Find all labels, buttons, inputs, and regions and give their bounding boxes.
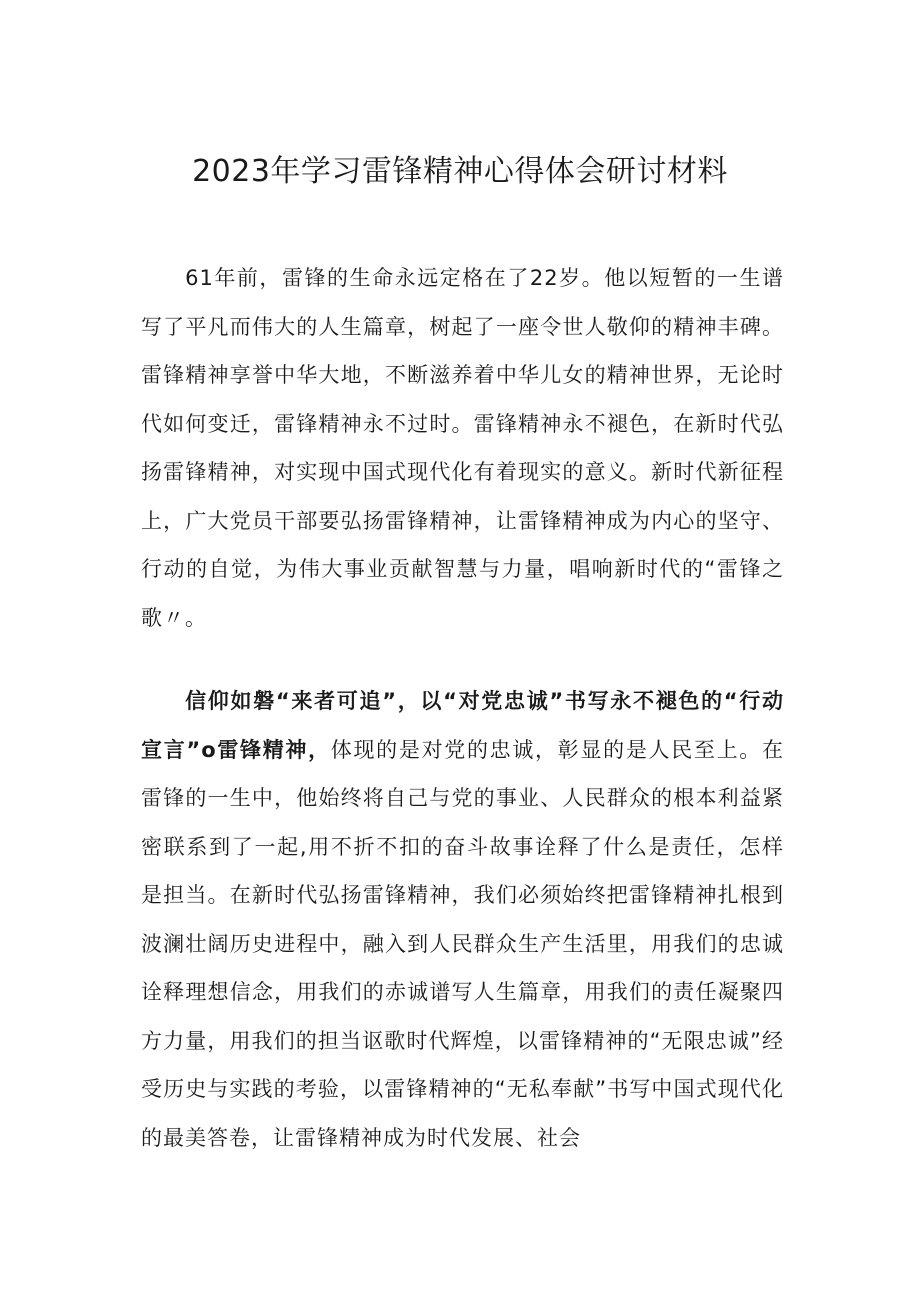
body-paragraph-1: 61年前，雷锋的生命永远定格在了22岁。他以短暂的一生谱写了平凡而伟大的人生篇章，树起了一座令世人敬仰的精神丰碑。雷锋精神享誉中华大地，不断滋养着中华儿女的精神世界，无论时代如何变迁，雷锋精神永不过时。雷锋精神永不褪色，在新时代弘扬雷锋精神，对实现中国式现代化有着现实的意义。新时代新征程上，广大党员干部要弘扬雷锋精神，让雷锋精神成为内心的坚守、行动的自觉，为伟大事业贡献智慧与力量，唱响新时代的“雷锋之歌〃。 — [141, 266, 784, 630]
body-paragraph-2 — [141, 677, 784, 1162]
paragraph-body-text: 体现的是对党的忠诚，彰显的是人民至上。在雷锋的一生中，他始终将自己与党的事业、人民群众的根本利益紧密联系到了一起,用不折不扣的奋斗故事诠释了什么是责任，怎样是担当。在新时代弘扬雷锋精神，我们必须始终把雷锋精神扎根到波澜壮阔历史进程中，融入到人民群众生产生活里，用我们的忠诚诠释理想信念，用我们的赤诚谱写人生篇章，用我们的责任凝聚四方力量，用我们的担当讴歌时代辉煌，以雷锋精神的“无限忠诚”经受历史与实践的考验，以雷锋精神的“无私奉献”书写中国式现代化的最美答卷，让雷锋精神成为时代发展、社会 — [141, 737, 785, 1150]
paragraph-heading: 信仰如磐“来者可追”，以“对党忠诚”书写永不褪色的“行动宣言”o雷锋精神， — [141, 689, 784, 762]
document-title: 2023年学习雷锋精神心得体会研讨材料 — [192, 154, 728, 189]
